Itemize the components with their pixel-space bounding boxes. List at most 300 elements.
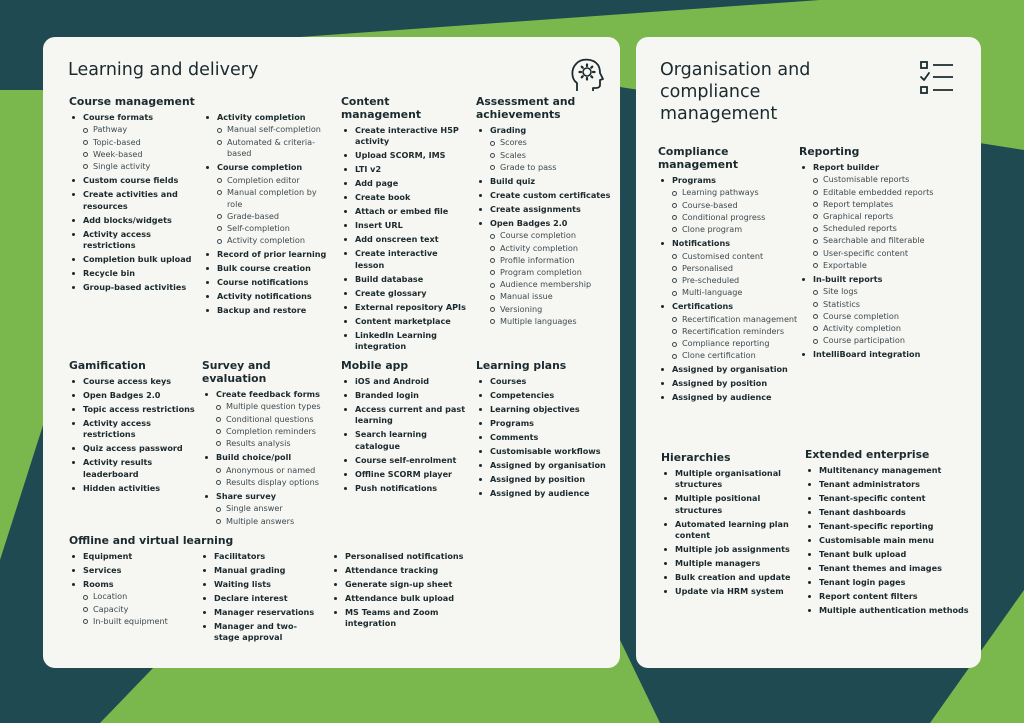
sub-feature-item: Activity completion (217, 235, 329, 247)
sub-feature-item: Editable embedded reports (813, 187, 969, 199)
feature-item (476, 446, 612, 457)
sub-feature-item: Recertification management (672, 314, 800, 326)
feature-label: Tenant bulk upload (819, 549, 907, 559)
feature-label: Certifications (672, 301, 734, 312)
feature-label: Share survey (216, 490, 276, 501)
feature-item (805, 521, 973, 532)
feature-list (202, 389, 336, 527)
feature-item (341, 248, 469, 271)
feature-item (661, 586, 797, 597)
feature-label: Competencies (490, 390, 555, 400)
feature-item (341, 125, 469, 148)
feature-item (805, 465, 973, 476)
feature-label: IntelliBoard integration (813, 349, 921, 360)
feature-label: Update via HRM system (675, 586, 784, 597)
feature-label: Build choice/poll (216, 452, 292, 463)
feature-label: Offline SCORM player (355, 468, 453, 479)
feature-label: Report builder (813, 162, 880, 172)
feature-label: Assigned by position (490, 474, 586, 484)
feature-label: Programs (490, 418, 534, 428)
feature-label: Completion bulk upload (83, 253, 192, 264)
sub-feature-item: Searchable and filterable (813, 235, 969, 247)
sub-feature-item: Scores (490, 137, 612, 149)
feature-item (658, 378, 800, 389)
sub-feature-item: Personalised (672, 263, 800, 275)
feature-item (200, 607, 316, 618)
section-mobile-app (341, 359, 469, 497)
feature-item (476, 390, 612, 401)
feature-item (661, 519, 797, 542)
feature-label: Content marketplace (355, 315, 451, 326)
sub-feature-item: Grade-based (217, 211, 329, 223)
feature-label: Customisable main menu (819, 535, 935, 545)
feature-label: Manager and two-stage approval (214, 621, 297, 643)
sub-feature-list (83, 591, 195, 627)
section-heading: Offline and virtual learning (69, 534, 234, 547)
sub-feature-item: Program completion (490, 267, 612, 279)
feature-label: Activity results leaderboard (83, 457, 153, 479)
section-heading: Assessment and achievements (476, 95, 576, 121)
section-heading: Course management (69, 95, 195, 108)
checklist-icon (918, 59, 956, 97)
section-reporting (799, 145, 969, 363)
sub-feature-item: Week-based (83, 149, 195, 161)
feature-label: Facilitators (214, 551, 266, 561)
feature-label: Open Badges 2.0 (83, 390, 161, 400)
sub-feature-item: Course participation (813, 335, 969, 347)
section-heading: Learning plans (476, 359, 567, 372)
feature-item (69, 215, 195, 226)
sub-feature-list (83, 124, 195, 172)
section-assessment (476, 95, 612, 330)
feature-label: Hidden activities (83, 482, 161, 493)
feature-label: Tenant login pages (819, 577, 906, 587)
feature-item (69, 229, 195, 252)
feature-label: Waiting lists (214, 579, 271, 589)
feature-label: Build database (355, 273, 424, 284)
sub-feature-item: Clone program (672, 224, 800, 236)
feature-list (69, 376, 201, 494)
feature-list (69, 551, 195, 630)
section-compliance-management (658, 145, 800, 406)
feature-label: Multitenancy management (819, 465, 942, 475)
feature-label: Insert URL (355, 220, 403, 231)
feature-label: Add blocks/widgets (83, 214, 172, 225)
feature-item (805, 563, 973, 574)
feature-item (341, 302, 469, 313)
learning-delivery-card (43, 37, 620, 668)
feature-item (200, 551, 316, 562)
feature-label: Activity completion (217, 112, 306, 122)
feature-item (799, 162, 969, 271)
feature-list (661, 468, 797, 598)
sub-feature-item: Anonymous or named (216, 465, 336, 477)
feature-item (341, 429, 469, 452)
feature-label: Activity access restrictions (83, 228, 151, 250)
feature-label: Bulk course creation (217, 263, 311, 274)
feature-item (200, 579, 316, 590)
sub-feature-list (216, 401, 336, 449)
feature-label: Create interactive H5P activity (355, 125, 459, 147)
feature-item (69, 457, 201, 480)
feature-label: Push notifications (355, 482, 438, 493)
section-heading: Survey and evaluation (202, 359, 271, 385)
feature-label: Create glossary (355, 287, 427, 298)
feature-list (341, 376, 469, 494)
sub-feature-item: Activity completion (813, 323, 969, 335)
feature-item (341, 274, 469, 285)
feature-label: Access current and past learning (355, 404, 466, 426)
section-learning-plans (476, 359, 612, 502)
feature-label: Create interactive lesson (355, 248, 438, 270)
feature-item (203, 162, 329, 246)
feature-item (331, 565, 471, 576)
feature-item (202, 491, 336, 527)
feature-item (799, 274, 969, 347)
feature-item (476, 125, 612, 173)
feature-label: Open Badges 2.0 (490, 217, 568, 228)
section-extended-enterprise (805, 448, 973, 619)
feature-label: Programs (672, 175, 716, 185)
feature-item (476, 460, 612, 471)
feature-label: LinkedIn Learning integration (355, 329, 437, 352)
sub-feature-item: Automated & criteria-based (217, 137, 329, 160)
feature-item (476, 204, 612, 215)
feature-item (331, 607, 471, 630)
feature-item (805, 577, 973, 588)
sub-feature-item: Multiple languages (490, 316, 612, 328)
feature-label: Tenant administrators (819, 479, 920, 489)
feature-item (69, 443, 201, 454)
feature-label: Search learning catalogue (355, 429, 427, 451)
section-heading: Reporting (799, 145, 860, 158)
feature-label: Learning objectives (490, 404, 580, 414)
head-gear-icon (567, 55, 607, 95)
feature-label: Activity notifications (217, 291, 312, 302)
feature-item (341, 483, 469, 494)
feature-item (69, 390, 201, 401)
sub-feature-list (813, 174, 969, 271)
feature-item (202, 389, 336, 450)
feature-label: Course formats (83, 112, 154, 122)
sub-feature-list (813, 286, 969, 346)
feature-label: Course self-enrolment (355, 454, 457, 465)
feature-label: MS Teams and Zoom integration (345, 607, 439, 629)
feature-label: In-built reports (813, 273, 883, 284)
feature-item (203, 112, 329, 160)
feature-item (476, 432, 612, 443)
feature-label: iOS and Android (355, 376, 430, 386)
sub-feature-item: Multiple answers (216, 516, 336, 528)
sub-feature-item: Grade to pass (490, 162, 612, 174)
feature-label: Create feedback forms (216, 389, 320, 399)
feature-label: Assigned by organisation (672, 364, 788, 375)
sub-feature-list (672, 251, 800, 299)
section-course-management (69, 95, 339, 316)
feature-item (661, 468, 797, 491)
sub-feature-item: Topic-based (83, 137, 195, 149)
sub-feature-item: Customisable reports (813, 174, 969, 186)
sub-feature-list (490, 230, 612, 327)
feature-item (805, 549, 973, 560)
sub-feature-item: In-built equipment (83, 616, 195, 628)
card-title: Learning and delivery (68, 60, 259, 80)
feature-item (341, 469, 469, 480)
feature-label: LTI v2 (355, 164, 382, 175)
feature-item (658, 238, 800, 299)
feature-label: Multiple positional structures (675, 493, 761, 515)
sub-feature-item: Versioning (490, 304, 612, 316)
feature-item (69, 189, 195, 212)
sub-feature-list (490, 137, 612, 173)
feature-item (799, 349, 969, 360)
feature-label: Add page (355, 178, 399, 189)
feature-label: Create custom certificates (490, 189, 611, 200)
feature-label: Tenant-specific content (819, 493, 926, 503)
feature-label: Group-based activities (83, 281, 187, 292)
sub-feature-item: Single answer (216, 503, 336, 515)
section-heading: Compliance management (658, 145, 738, 171)
feature-list (799, 162, 969, 361)
feature-item (805, 493, 973, 504)
feature-item (203, 249, 329, 260)
section-survey (202, 359, 336, 530)
feature-list (331, 551, 471, 632)
feature-item (661, 558, 797, 569)
feature-label: Equipment (83, 551, 133, 561)
feature-label: Courses (490, 376, 527, 386)
sub-feature-item: Report templates (813, 199, 969, 211)
feature-label: Attach or embed file (355, 206, 449, 217)
section-heading: Content management (341, 95, 421, 121)
feature-item (805, 605, 973, 616)
feature-label: Create activities and resources (83, 189, 178, 211)
feature-label: Build quiz (490, 175, 536, 186)
feature-item (805, 591, 973, 602)
sub-feature-item: Results display options (216, 477, 336, 489)
feature-label: Services (83, 565, 122, 575)
feature-label: Assigned by organisation (490, 460, 606, 470)
feature-list (658, 175, 800, 404)
sub-feature-item: Self-completion (217, 223, 329, 235)
sub-feature-item: Learning pathways (672, 187, 800, 199)
feature-item (661, 544, 797, 555)
feature-item (476, 488, 612, 499)
feature-item (203, 291, 329, 302)
feature-label: Backup and restore (217, 305, 307, 316)
feature-item (341, 404, 469, 427)
feature-label: Upload SCORM, IMS (355, 150, 446, 161)
feature-item (476, 376, 612, 387)
feature-item (658, 364, 800, 375)
feature-item (341, 376, 469, 387)
feature-item (341, 206, 469, 217)
feature-item (476, 418, 612, 429)
feature-item (69, 483, 201, 494)
feature-item (341, 234, 469, 245)
section-gamification (69, 359, 201, 497)
feature-item (341, 220, 469, 231)
feature-item (69, 418, 201, 441)
feature-item (661, 493, 797, 516)
feature-list (341, 125, 469, 353)
feature-label: Quiz access password (83, 443, 183, 454)
feature-label: Bulk creation and update (675, 572, 791, 583)
feature-list (805, 465, 973, 616)
section-content-management (341, 95, 469, 355)
sub-feature-item: Course completion (490, 230, 612, 242)
sub-feature-item: Course-based (672, 200, 800, 212)
sub-feature-item: Location (83, 591, 195, 603)
feature-item (69, 175, 195, 186)
feature-label: Automated learning plan content (675, 518, 789, 541)
section-heading: Mobile app (341, 359, 409, 372)
sub-feature-item: Activity completion (490, 243, 612, 255)
feature-label: Recycle bin (83, 267, 136, 278)
sub-feature-item: Exportable (813, 260, 969, 272)
feature-label: Custom course fields (83, 175, 179, 186)
feature-label: Course access keys (83, 376, 172, 386)
feature-label: Multiple authentication methods (819, 605, 969, 615)
feature-label: Comments (490, 432, 539, 442)
feature-label: Create book (355, 192, 411, 203)
feature-item (476, 190, 612, 201)
feature-item (202, 452, 336, 488)
feature-label: Topic access restrictions (83, 404, 195, 414)
feature-list (203, 112, 329, 319)
sub-feature-item: Pre-scheduled (672, 275, 800, 287)
feature-item (341, 164, 469, 175)
section-heading: Hierarchies (661, 451, 731, 464)
feature-item (69, 579, 195, 627)
feature-label: Tenant themes and images (819, 563, 942, 573)
feature-item (331, 551, 471, 562)
feature-item (200, 621, 316, 644)
feature-label: Tenant dashboards (819, 507, 906, 517)
feature-label: Attendance tracking (345, 565, 439, 575)
feature-label: Multiple job assignments (675, 544, 790, 555)
feature-item (476, 218, 612, 327)
sub-feature-list (216, 465, 336, 489)
sub-feature-item: Multi-language (672, 287, 800, 299)
sub-feature-item: Clone certification (672, 350, 800, 362)
feature-item (658, 392, 800, 403)
section-hierarchies (661, 451, 797, 600)
feature-label: Tenant-specific reporting (819, 521, 934, 531)
sub-feature-list (217, 175, 329, 247)
feature-item (658, 301, 800, 362)
feature-item (805, 507, 973, 518)
feature-item (341, 316, 469, 327)
feature-label: Rooms (83, 579, 114, 589)
sub-feature-item: Recertification reminders (672, 326, 800, 338)
feature-item (476, 404, 612, 415)
feature-label: Assigned by audience (490, 488, 590, 498)
sub-feature-item: Pathway (83, 124, 195, 136)
feature-list (476, 376, 612, 499)
sub-feature-list (217, 124, 329, 159)
feature-item (69, 112, 195, 173)
feature-item (69, 551, 195, 562)
sub-feature-item: Manual self-completion (217, 124, 329, 136)
section-heading: Extended enterprise (805, 448, 930, 461)
feature-item (69, 254, 195, 265)
sub-feature-item: Conditional progress (672, 212, 800, 224)
sub-feature-item: Profile information (490, 255, 612, 267)
section-heading: Gamification (69, 359, 146, 372)
feature-label: Report content filters (819, 591, 918, 601)
feature-label: Generate sign-up sheet (345, 579, 453, 589)
feature-label: Add onscreen text (355, 234, 439, 245)
feature-item (805, 479, 973, 490)
feature-list (69, 112, 195, 296)
feature-label: Multiple organisational structures (675, 468, 781, 490)
sub-feature-item: Statistics (813, 299, 969, 311)
feature-label: Manual grading (214, 565, 286, 575)
sub-feature-item: Compliance reporting (672, 338, 800, 350)
feature-label: Course completion (217, 162, 303, 173)
feature-item (69, 404, 201, 415)
feature-item (69, 268, 195, 279)
feature-item (341, 150, 469, 161)
feature-item (805, 535, 973, 546)
feature-label: Attendance bulk upload (345, 593, 455, 603)
feature-item (203, 263, 329, 274)
feature-item (69, 282, 195, 293)
feature-item (341, 288, 469, 299)
sub-feature-item: Manual issue (490, 291, 612, 303)
section-offline-virtual (69, 534, 609, 643)
sub-feature-list (672, 314, 800, 362)
feature-label: External repository APIs (355, 301, 466, 312)
sub-feature-item: Site logs (813, 286, 969, 298)
feature-list (476, 125, 612, 327)
feature-label: Course notifications (217, 277, 309, 288)
feature-item (200, 593, 316, 604)
sub-feature-item: Results analysis (216, 438, 336, 450)
feature-item (661, 572, 797, 583)
sub-feature-item: Course completion (813, 311, 969, 323)
sub-feature-list (672, 187, 800, 235)
feature-label: Assigned by audience (672, 392, 772, 403)
feature-label: Personalised notifications (345, 551, 464, 561)
feature-item (658, 175, 800, 236)
sub-feature-item: Multiple question types (216, 401, 336, 413)
sub-feature-item: User-specific content (813, 248, 969, 260)
feature-item (476, 474, 612, 485)
feature-item (200, 565, 316, 576)
sub-feature-item: Manual completion by role (217, 187, 329, 210)
feature-label: Notifications (672, 238, 731, 249)
organisation-compliance-card (636, 37, 981, 668)
sub-feature-item: Capacity (83, 604, 195, 616)
sub-feature-item: Audience membership (490, 279, 612, 291)
feature-item (69, 376, 201, 387)
feature-item (341, 178, 469, 189)
feature-item (203, 277, 329, 288)
feature-label: Branded login (355, 390, 419, 400)
feature-item (341, 390, 469, 401)
feature-label: Assigned by position (672, 378, 768, 389)
sub-feature-item: Single activity (83, 161, 195, 173)
sub-feature-item: Completion editor (217, 175, 329, 187)
feature-label: Multiple managers (675, 558, 761, 569)
feature-item (341, 330, 469, 353)
sub-feature-item: Graphical reports (813, 211, 969, 223)
sub-feature-item: Completion reminders (216, 426, 336, 438)
feature-item (69, 565, 195, 576)
card-title: Organisation and compliance management (660, 60, 811, 124)
